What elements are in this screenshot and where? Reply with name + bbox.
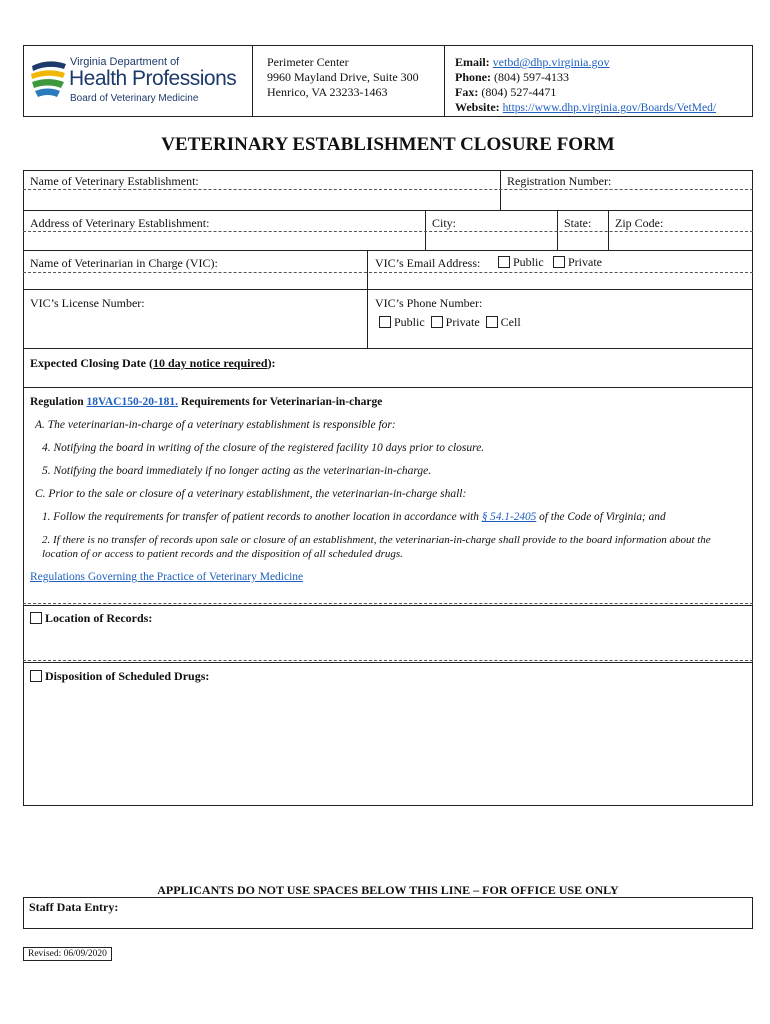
dhp-logo-mark (28, 56, 68, 106)
zip-field[interactable] (609, 232, 752, 250)
disposition-of-drugs[interactable] (30, 669, 209, 684)
city-field[interactable] (426, 232, 557, 250)
closing-date-field[interactable] (300, 349, 752, 387)
address-field[interactable] (24, 232, 425, 250)
phone-private-checkbox[interactable] (431, 316, 443, 328)
vic-name-field[interactable] (24, 273, 367, 289)
form-title: VETERINARY ESTABLISHMENT CLOSURE FORM (161, 134, 615, 155)
closing-date-note: 10 day notice required (153, 356, 268, 370)
website-label: Website: (455, 100, 500, 114)
registration-number-label: Registration Number: (507, 174, 612, 188)
email-public-label: Public (513, 255, 544, 269)
location-records-field[interactable] (24, 630, 752, 660)
regulation-heading (30, 395, 750, 409)
logo-line2: Health Professions (69, 67, 237, 90)
code-section-link[interactable]: § 54.1-2405 (481, 511, 537, 523)
vic-name-label: Name of Veterinarian in Charge (VIC): (30, 256, 218, 270)
regulation-c: C. Prior to the sale or closure of a veterinary establishment, the veterinarian-in-charge shall: (35, 488, 467, 500)
office-use-notice: APPLICANTS DO NOT USE SPACES BELOW THIS LINE – FOR OFFICE USE ONLY (157, 883, 619, 897)
regulation-c2: 2. If there is no transfer of records upon sale or closure of an establishment, the veterinarian-in-charge shall provide to the board information about the location of or access to patient records and the disposition of all scheduled drugs. (42, 534, 711, 560)
website-link[interactable]: https://www.dhp.virginia.gov/Boards/VetMed/ (502, 102, 717, 114)
email-private-label: Private (568, 255, 602, 269)
establishment-name-field[interactable] (24, 190, 500, 210)
logo-line3: Board of Veterinary Medicine (70, 93, 199, 104)
closing-date-prefix: Expected Closing Date ( (30, 356, 153, 370)
email-private-option[interactable] (553, 255, 602, 270)
location-records-checkbox[interactable] (30, 612, 42, 624)
phone-public-checkbox[interactable] (379, 316, 391, 328)
phone-options (379, 315, 521, 330)
phone-private-label: Private (445, 315, 480, 329)
state-field[interactable] (558, 232, 608, 250)
regulation-title: Requirements for Veterinarian-in-charge (180, 396, 383, 408)
phone-public-label: Public (394, 315, 425, 329)
staff-entry-box (23, 897, 753, 929)
email-public-option[interactable] (498, 255, 544, 270)
regulation-a5: 5. Notifying the board immediately if no longer acting as the veterinarian-in-charge. (42, 465, 432, 477)
phone-value: (804) 597-4133 (494, 70, 569, 84)
email-label: Email: (455, 55, 490, 69)
registration-number-field[interactable] (501, 190, 752, 210)
closing-date-label (30, 356, 276, 371)
phone-cell-checkbox[interactable] (486, 316, 498, 328)
regulation-code-link[interactable]: 18VAC150-20-181. (86, 396, 179, 408)
vic-license-field[interactable] (24, 311, 367, 348)
disposition-drugs-label: Disposition of Scheduled Drugs: (45, 669, 210, 683)
zip-label: Zip Code: (615, 216, 664, 230)
regulation-a: A. The veterinarian-in-charge of a veterinary establishment is responsible for: (35, 419, 396, 431)
regulation-section (30, 395, 750, 584)
regulation-c1-text: 1. Follow the requirements for transfer of patient records to another location in accordance with (42, 511, 479, 523)
disposition-drugs-field[interactable] (24, 688, 752, 804)
dhp-logo (28, 50, 248, 114)
address-line1: Perimeter Center (267, 55, 349, 69)
fax-label: Fax: (455, 85, 479, 99)
vic-license-label: VIC’s License Number: (30, 296, 145, 310)
vic-phone-label: VIC’s Phone Number: (375, 296, 483, 310)
office-address (267, 55, 442, 100)
city-label: City: (432, 216, 457, 230)
address-line3: Henrico, VA 23233-1463 (267, 85, 388, 99)
regulation-c1-end: of the Code of Virginia; and (539, 511, 666, 523)
vic-email-field[interactable] (368, 273, 752, 289)
fax-value: (804) 527-4471 (481, 85, 557, 99)
regulation-a4: 4. Notifying the board in writing of the closure of the registered facility 10 days prior to closure. (42, 442, 485, 454)
establishment-name-label: Name of Veterinary Establishment: (30, 174, 199, 188)
regulations-link[interactable]: Regulations Governing the Practice of Veterinary Medicine (30, 571, 304, 583)
revised-date: Revised: 06/09/2020 (23, 947, 112, 961)
phone-cell-label: Cell (500, 315, 521, 329)
email-link[interactable]: vetbd@dhp.virginia.gov (492, 55, 610, 69)
state-label: State: (564, 216, 592, 230)
email-public-checkbox[interactable] (498, 256, 510, 268)
regulation-c1 (42, 510, 750, 524)
closing-date-suffix: ): (267, 356, 276, 370)
phone-label: Phone: (455, 70, 491, 84)
location-of-records[interactable] (30, 611, 152, 626)
vic-phone-field[interactable] (530, 311, 752, 348)
regulation-prefix: Regulation (30, 396, 84, 408)
staff-data-entry-label: Staff Data Entry: (29, 900, 119, 914)
disposition-drugs-checkbox[interactable] (30, 670, 42, 682)
email-private-checkbox[interactable] (553, 256, 565, 268)
office-contact (455, 55, 751, 116)
address-line2: 9960 Mayland Drive, Suite 300 (267, 70, 419, 84)
address-label: Address of Veterinary Establishment: (30, 216, 210, 230)
location-records-label: Location of Records: (45, 611, 153, 625)
vic-email-label: VIC’s Email Address: (375, 256, 481, 270)
logo-line1: Virginia Department of (70, 56, 180, 68)
